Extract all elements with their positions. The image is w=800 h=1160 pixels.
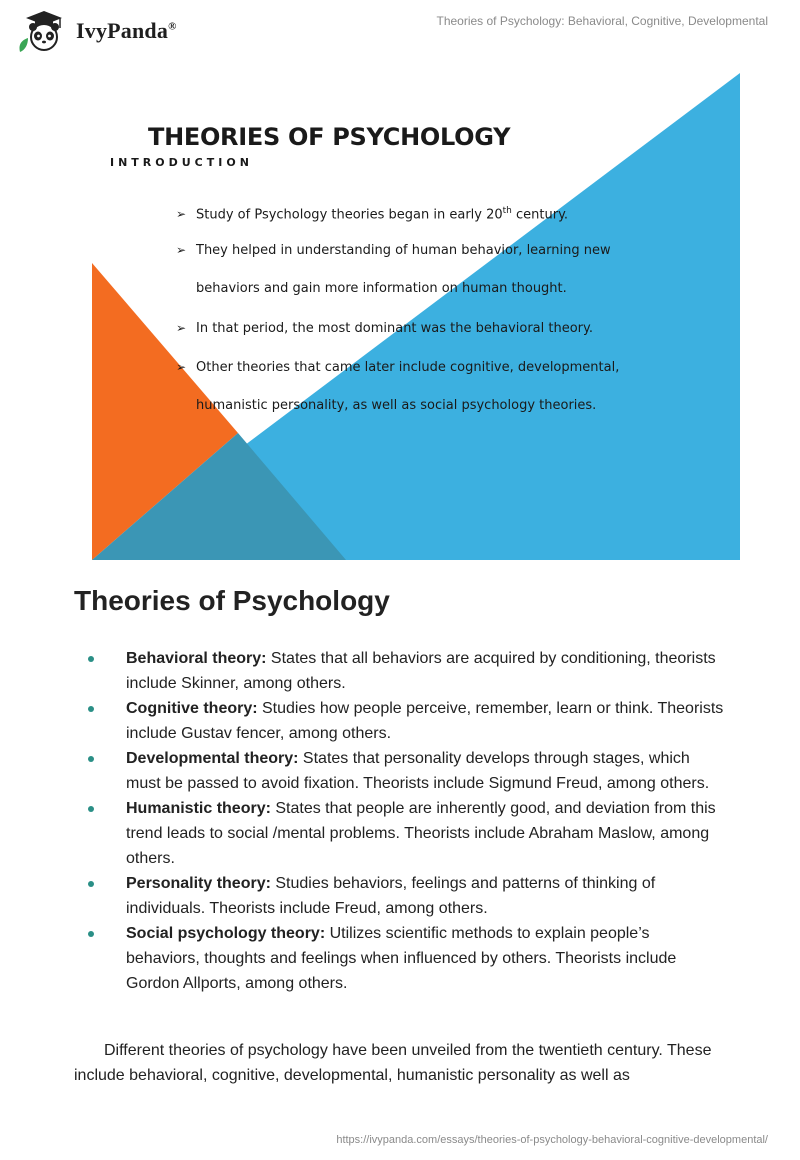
bullet-dot-icon xyxy=(88,656,94,662)
slide-bullet xyxy=(176,318,619,357)
body-paragraph: Different theories of psychology have been unveiled from the twentieth century. These include behavioral, cognitive, developmental, humanistic personality as well as xyxy=(74,1042,712,1084)
list-item xyxy=(74,696,724,746)
slide-subtitle: INTRODUCTION xyxy=(110,156,253,169)
arrow-bullet-icon: ➢ xyxy=(176,243,187,257)
arrow-bullet-icon: ➢ xyxy=(176,360,187,374)
list-item xyxy=(74,871,724,921)
registered-mark: ® xyxy=(168,20,177,33)
panda-logo-icon xyxy=(14,8,72,54)
theory-description: Studies how people perceive, remember, learn or think. Theorists include Gustav fencer, among others. xyxy=(126,700,724,742)
brand-text: IvyPanda xyxy=(76,18,169,43)
theory-term: Personality theory: xyxy=(126,875,271,892)
slide-bullet-continuation: behaviors and gain more information on human thought. xyxy=(196,281,567,296)
list-item xyxy=(74,746,724,796)
bullet-dot-icon xyxy=(88,931,94,937)
bullet-dot-icon xyxy=(88,881,94,887)
list-item xyxy=(74,646,724,696)
bullet-dot-icon xyxy=(88,706,94,712)
theory-description: States that all behaviors are acquired by conditioning, theorists include Skinner, among others. xyxy=(126,650,716,692)
theory-description: Utilizes scientific methods to explain people’s behaviors, thoughts and feelings when influenced by others. Theorists include Gordon Allports, among others. xyxy=(126,925,677,992)
theory-term: Behavioral theory: xyxy=(126,650,267,667)
theories-list xyxy=(74,646,724,996)
brand-logo[interactable] xyxy=(14,8,177,54)
slide-bullet xyxy=(176,201,619,240)
theory-description: Studies behaviors, feelings and patterns of thinking of individuals. Theorists include Freud, among others. xyxy=(126,875,656,917)
slide-bullet-text: Other theories that came later include cognitive, developmental, xyxy=(196,360,620,375)
slide-bullet xyxy=(176,240,619,279)
theory-description: States that people are inherently good, and deviation from this trend leads to social /mental problems. Theorists include Abraham Maslow, among others. xyxy=(126,800,716,867)
slide-bullet xyxy=(176,357,619,396)
slide-bullet-superscript: th xyxy=(502,206,512,216)
document-title: Theories of Psychology: Behavioral, Cognitive, Developmental xyxy=(436,14,768,28)
theory-term: Cognitive theory: xyxy=(126,700,258,717)
theory-description: States that personality develops through stages, which must be passed to avoid fixation. Theorists include Sigmund Freud, among others. xyxy=(126,750,710,792)
slide-bullet-text: In that period, the most dominant was the behavioral theory. xyxy=(196,321,594,336)
arrow-bullet-icon: ➢ xyxy=(176,321,187,335)
theory-term: Developmental theory: xyxy=(126,750,299,767)
list-item xyxy=(74,796,724,871)
theory-term: Humanistic theory: xyxy=(126,800,271,817)
slide-bullet-list xyxy=(176,201,619,435)
section-heading: Theories of Psychology xyxy=(74,585,390,616)
bullet-dot-icon xyxy=(88,806,94,812)
brand-name xyxy=(76,18,177,44)
slide-bullet-text-end: century. xyxy=(511,207,569,223)
slide-bullet-continuation: humanistic personality, as well as social psychology theories. xyxy=(196,398,597,413)
slide-bullet-text: They helped in understanding of human behavior, learning new xyxy=(196,243,611,258)
slide-bullet-text: Study of Psychology theories began in early 20 xyxy=(196,207,503,223)
list-item xyxy=(74,921,724,996)
theory-term: Social psychology theory: xyxy=(126,925,326,942)
arrow-bullet-icon: ➢ xyxy=(176,207,187,222)
slide-title: THEORIES OF PSYCHOLOGY xyxy=(148,123,511,151)
source-url-link[interactable]: https://ivypanda.com/essays/theories-of-psychology-behavioral-cognitive-developmental/ xyxy=(336,1134,768,1146)
intro-slide-image xyxy=(92,73,740,560)
bullet-dot-icon xyxy=(88,756,94,762)
